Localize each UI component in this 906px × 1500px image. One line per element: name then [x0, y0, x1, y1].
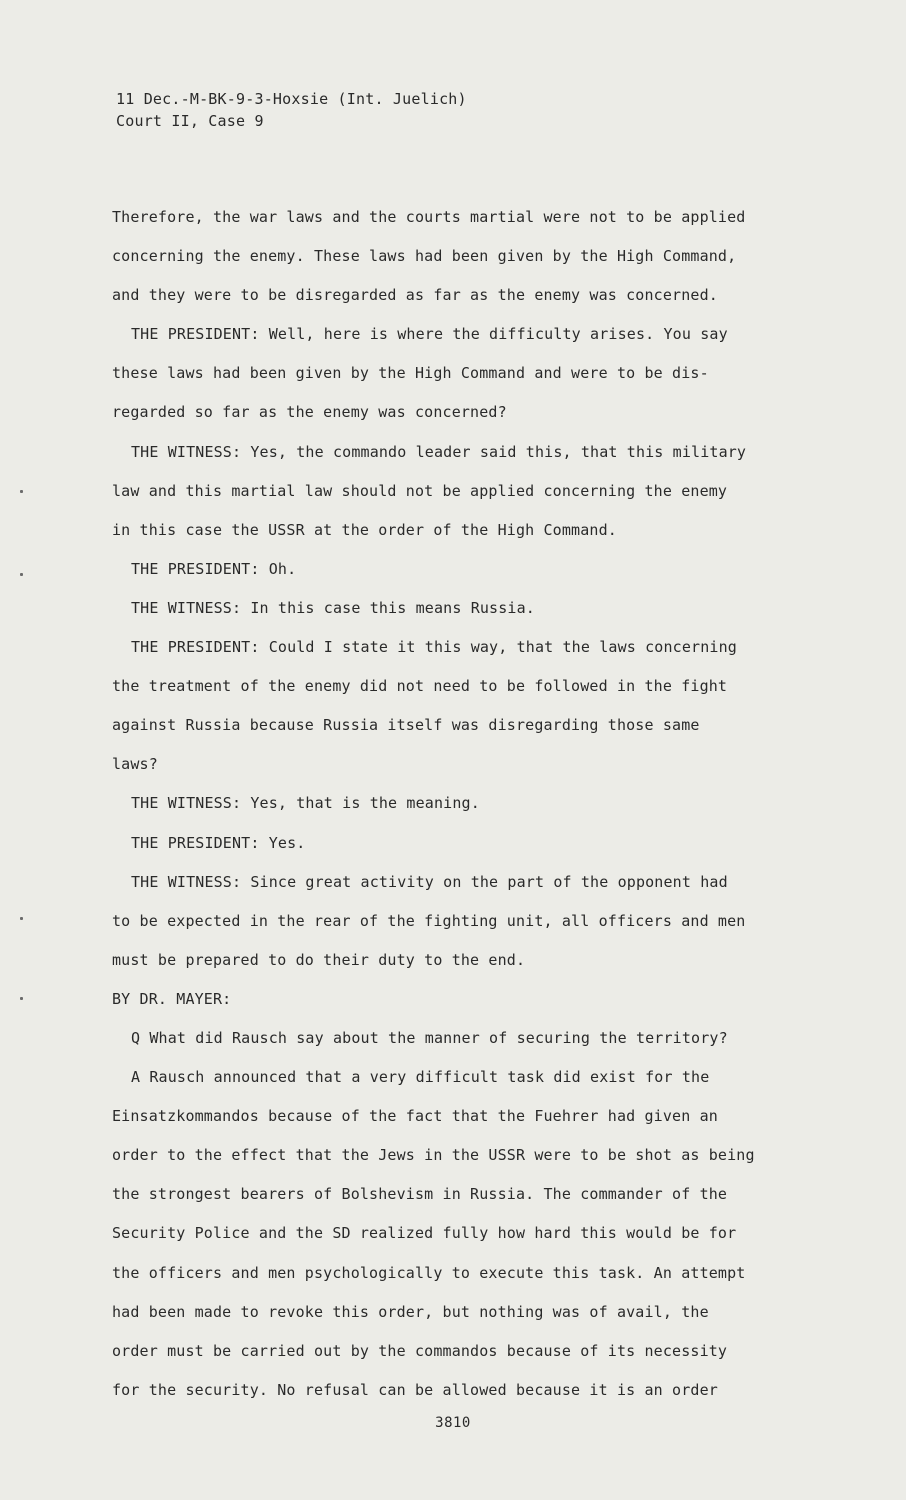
header-court-line: Court II, Case 9	[116, 112, 264, 130]
transcript-line: the officers and men psychologically to execute this task. An attempt	[112, 1263, 746, 1282]
header-reference-line: 11 Dec.-M-BK-9-3-Hoxsie (Int. Juelich)	[116, 90, 467, 108]
transcript-line: for the security. No refusal can be allowed because it is an order	[112, 1380, 718, 1399]
transcript-line: Einsatzkommandos because of the fact that the Fuehrer had given an	[112, 1107, 718, 1126]
transcript-line: these laws had been given by the High Command and were to be dis-	[112, 364, 709, 383]
transcript-line: THE PRESIDENT: Yes.	[131, 833, 306, 852]
transcript-line: THE WITNESS: In this case this means Russia.	[131, 598, 535, 617]
document-header	[116, 88, 467, 132]
transcript-line: in this case the USSR at the order of the High Command.	[112, 520, 617, 539]
transcript-line: THE WITNESS: Since great activity on the part of the opponent had	[131, 872, 728, 891]
transcript-line: the treatment of the enemy did not need to be followed in the fight	[112, 677, 728, 696]
transcript-line: THE WITNESS: Yes, the commando leader said this, that this military	[131, 442, 747, 461]
transcript-line: THE PRESIDENT: Could I state it this way, that the laws concerning	[131, 638, 737, 657]
transcript-line: order to the effect that the Jews in the USSR were to be shot as being	[112, 1146, 755, 1165]
transcript-line: THE PRESIDENT: Well, here is where the difficulty arises. You say	[131, 325, 728, 344]
transcript-line: A Rausch announced that a very difficult task did exist for the	[131, 1068, 710, 1087]
transcript-line: order must be carried out by the commandos because of its necessity	[112, 1341, 728, 1360]
transcript-line: regarded so far as the enemy was concerned?	[112, 403, 507, 422]
page-number: 3810	[435, 1415, 471, 1431]
margin-speck	[20, 997, 23, 1000]
transcript-line: against Russia because Russia itself was disregarding those same	[112, 716, 700, 735]
transcript-line: Therefore, the war laws and the courts martial were not to be applied	[112, 208, 746, 226]
transcript-line: laws?	[112, 755, 158, 774]
transcript-line: Security Police and the SD realized fully how hard this would be for	[112, 1224, 737, 1243]
margin-speck	[20, 917, 23, 920]
transcript-line: and they were to be disregarded as far as the enemy was concerned.	[112, 286, 718, 305]
transcript-line: law and this martial law should not be applied concerning the enemy	[112, 481, 728, 500]
transcript-line: concerning the enemy. These laws had been given by the High Command,	[112, 247, 737, 266]
transcript-line: had been made to revoke this order, but nothing was of avail, the	[112, 1302, 709, 1321]
margin-speck	[20, 490, 23, 493]
transcript-line: THE PRESIDENT: Oh.	[131, 559, 297, 578]
transcript-line: must be prepared to do their duty to the end.	[112, 950, 526, 969]
transcript-line: to be expected in the rear of the fighting unit, all officers and men	[112, 911, 746, 930]
transcript-body	[112, 205, 812, 1417]
transcript-line: Q What did Rausch say about the manner of securing the territory?	[131, 1028, 728, 1047]
transcript-line: THE WITNESS: Yes, that is the meaning.	[131, 794, 480, 813]
transcript-line: the strongest bearers of Bolshevism in Russia. The commander of the	[112, 1185, 728, 1204]
margin-speck	[20, 573, 23, 576]
transcript-line: BY DR. MAYER:	[112, 989, 232, 1008]
